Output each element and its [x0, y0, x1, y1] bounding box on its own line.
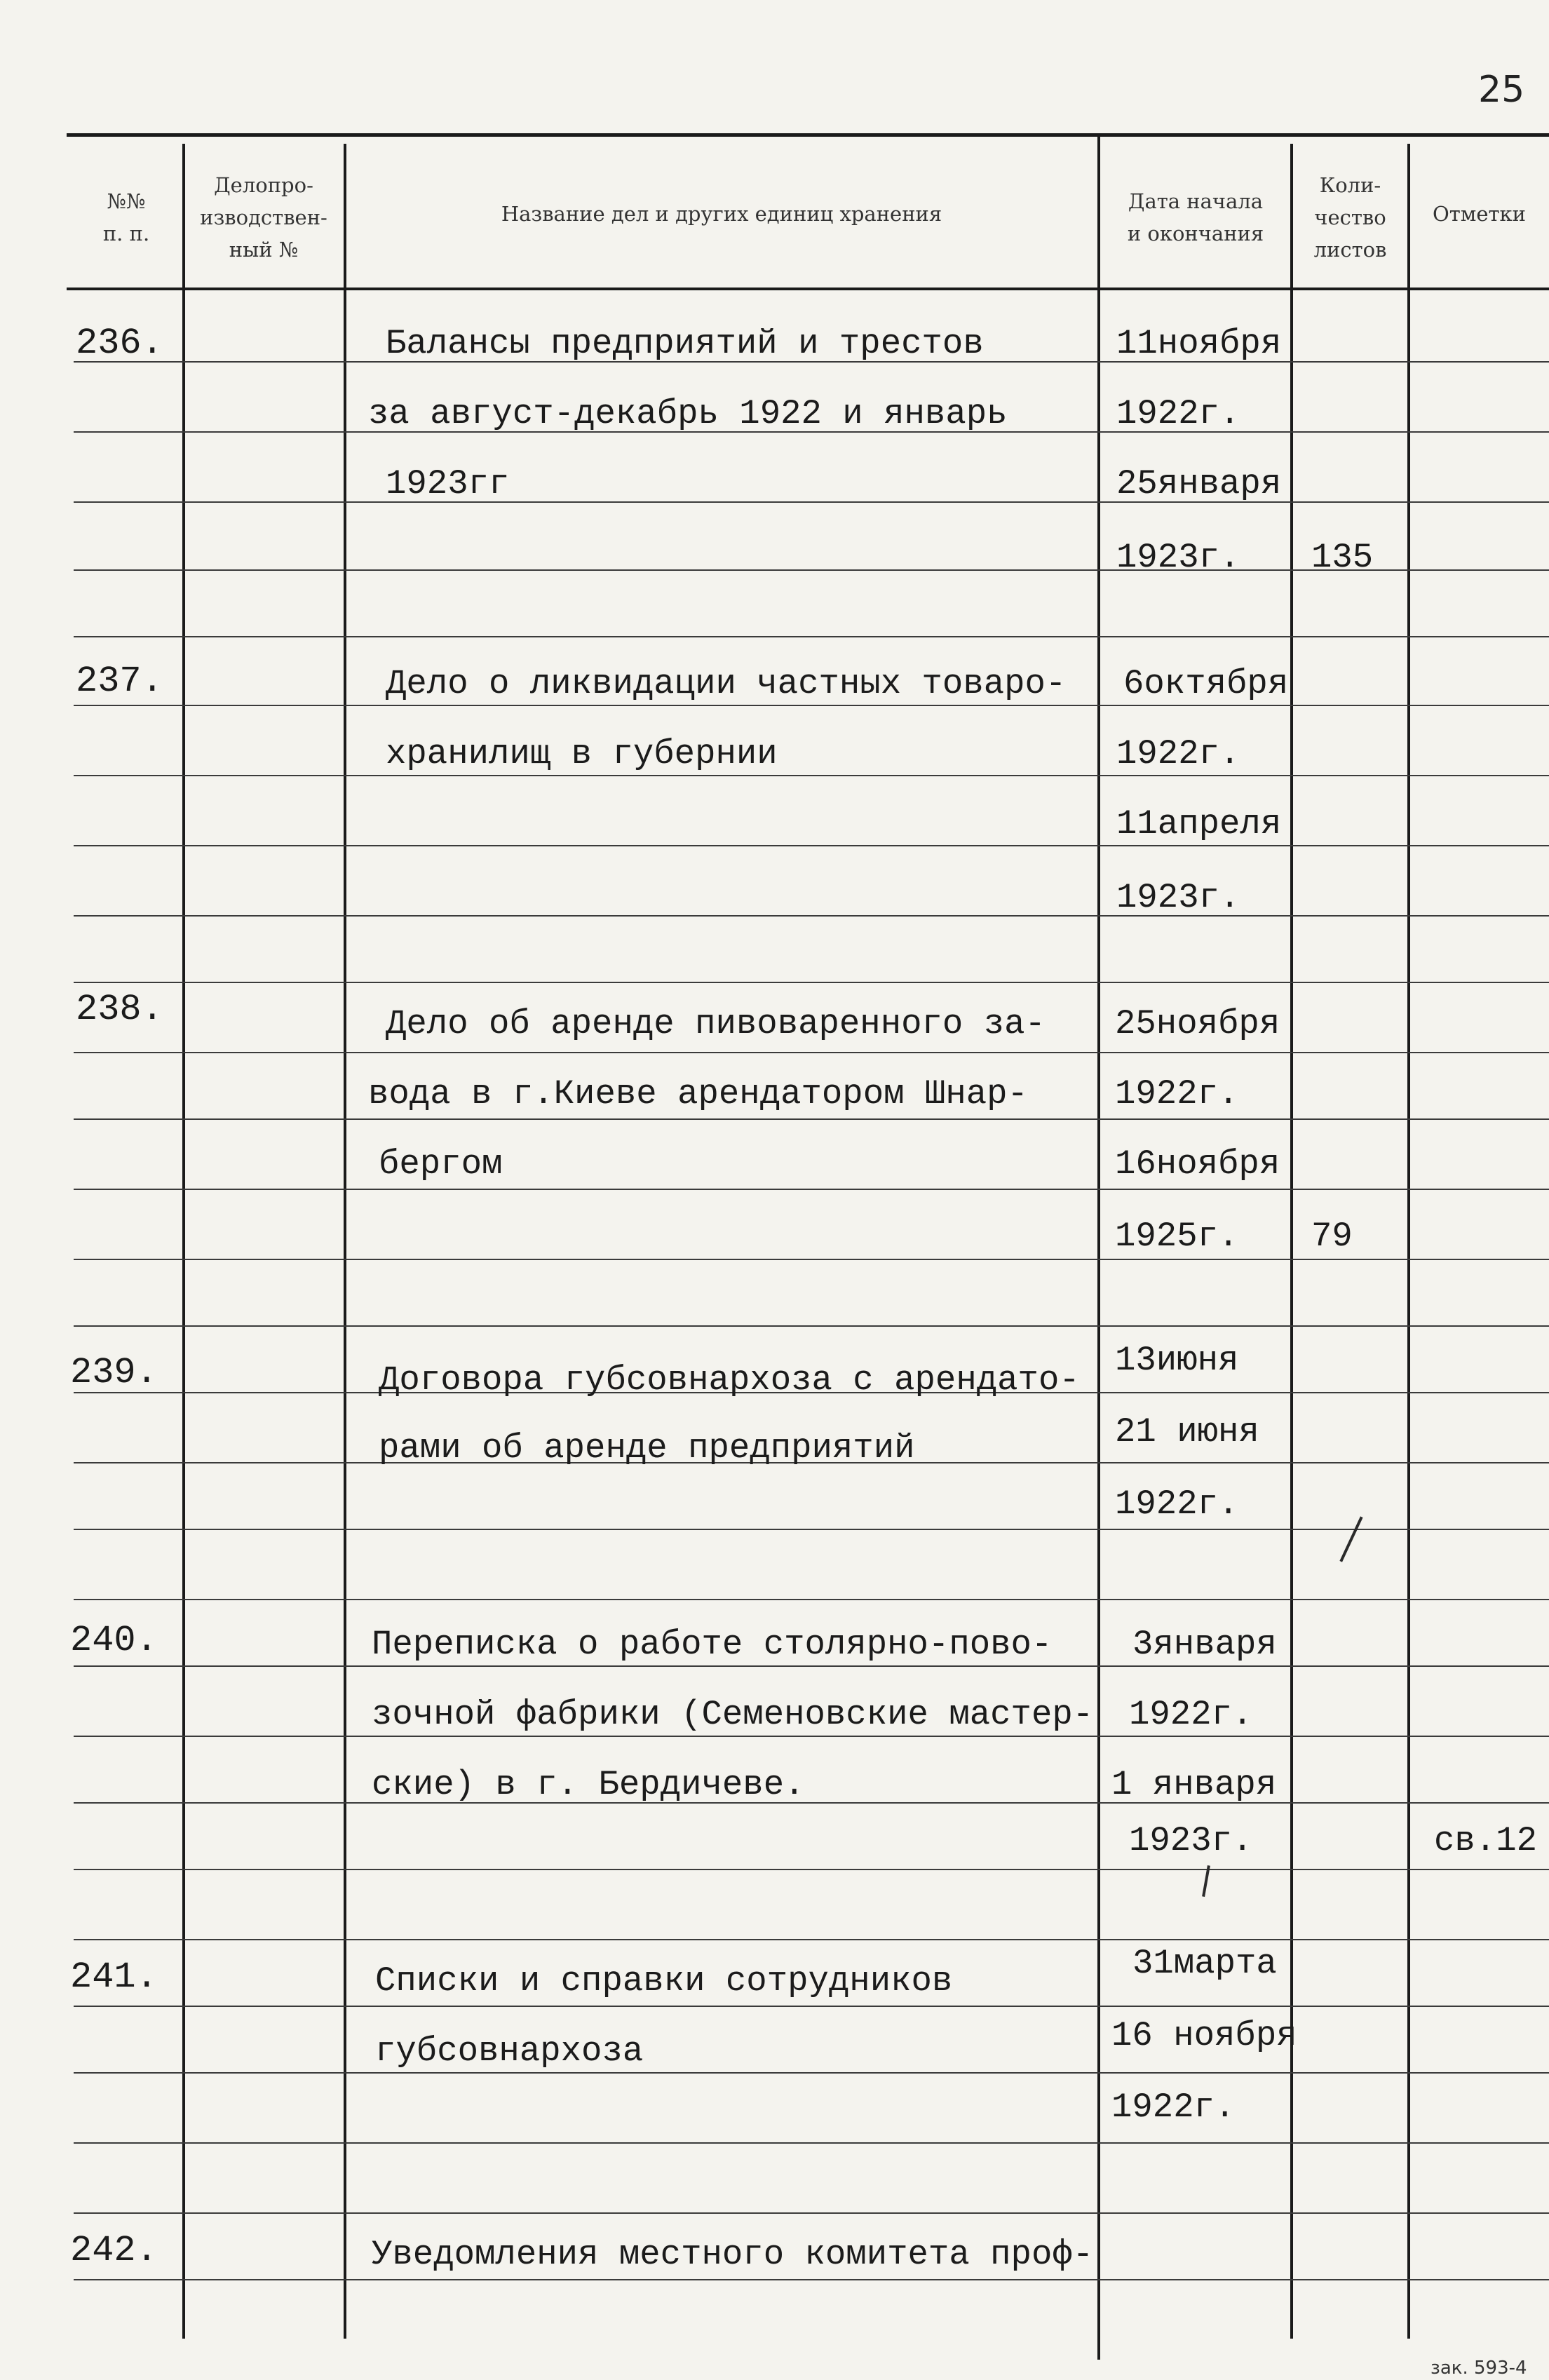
row-rule [74, 1665, 1549, 1667]
record-number: 239. [70, 1352, 158, 1393]
print-order-mark: зак. 593-4 [1430, 2358, 1527, 2379]
header-col-number: №№ п. п. [102, 189, 150, 245]
record-title-line: ские) в г. Бердичеве. [372, 1765, 805, 1804]
record-date-line: 16ноября [1115, 1144, 1280, 1184]
page-number: 25 [1478, 69, 1525, 111]
record-date-line: 11апреля [1116, 804, 1282, 844]
header-col-sheets: Коли- чество листов [1313, 173, 1387, 262]
record-sheet-count: 79 [1311, 1217, 1353, 1256]
record-date-line: 3января [1132, 1625, 1277, 1664]
record-title-line: Дело об аренде пивоваренного за- [386, 1004, 1046, 1043]
column-divider [344, 144, 346, 2339]
record-title-line: Уведомления местного комитета проф- [372, 2235, 1094, 2274]
row-rule [74, 982, 1549, 983]
row-rule [74, 1736, 1549, 1737]
record-title-line: губсовнархоза [375, 2031, 644, 2071]
row-rule [74, 636, 1549, 637]
record-date-line: 1922г. [1111, 2088, 1236, 2127]
record-date-line: 1923г. [1116, 538, 1240, 577]
header-col-title: Название дел и других единиц хранения [501, 202, 942, 226]
row-rule [74, 775, 1549, 776]
row-rule [74, 1599, 1549, 1600]
record-title-line: бергом [379, 1144, 503, 1184]
record-title-line: 1923гг [386, 464, 510, 503]
row-rule [74, 1052, 1549, 1053]
record-title-line: Балансы предприятий и трестов [386, 324, 984, 363]
row-rule [74, 1259, 1549, 1260]
row-rule [74, 845, 1549, 846]
record-notes: св.12 [1434, 1821, 1538, 1860]
record-number: 238. [76, 989, 163, 1030]
record-title-line: вода в г.Киеве арендатором Шнар- [368, 1074, 1028, 1114]
header-col-dates: Дата начала и окончания [1127, 189, 1264, 245]
row-rule [74, 1869, 1549, 1870]
record-date-line: 31марта [1132, 1944, 1277, 1983]
row-rule [74, 1325, 1549, 1327]
row-rule [74, 2212, 1549, 2214]
row-rule [74, 2006, 1549, 2007]
record-date-line: 13июня [1115, 1341, 1239, 1380]
record-date-line: 1923г. [1129, 1821, 1253, 1860]
record-date-line: 21 июня [1115, 1412, 1259, 1452]
record-number: 242. [70, 2230, 158, 2271]
header-rule [67, 288, 1549, 290]
row-rule [74, 705, 1549, 706]
column-divider [182, 144, 185, 2339]
record-date-line: 16 ноября [1111, 2016, 1297, 2055]
record-date-line: 1922г. [1116, 734, 1240, 773]
record-date-line: 1 января [1111, 1765, 1277, 1804]
record-date-line: 25ноября [1115, 1004, 1280, 1043]
record-date-line: 1923г. [1116, 878, 1240, 917]
row-rule [74, 2279, 1549, 2280]
record-date-line: 25января [1116, 464, 1282, 503]
record-title-line: рами об аренде предприятий [379, 1428, 915, 1468]
record-title-line: Договора губсовнархоза с арендато- [379, 1360, 1080, 1400]
record-title-line: Дело о ликвидации частных товаро- [386, 664, 1067, 703]
pencil-check-mark [1339, 1516, 1362, 1562]
record-number: 236. [76, 323, 163, 364]
record-date-line: 1925г. [1115, 1217, 1239, 1256]
header-col-office-number: Делопро- изводствен- ный № [200, 173, 327, 262]
column-divider [1290, 144, 1293, 2339]
row-rule [74, 1939, 1549, 1940]
record-date-line: 1922г. [1115, 1074, 1239, 1114]
header-col-notes: Отметки [1432, 202, 1527, 226]
record-number: 240. [70, 1620, 158, 1661]
top-rule [67, 133, 1549, 137]
record-date-line: 1922г. [1115, 1485, 1239, 1524]
record-date-line: 1922г. [1129, 1695, 1253, 1734]
column-divider [1097, 137, 1100, 2360]
record-title-line: зочной фабрики (Семеновские мастер- [372, 1695, 1094, 1734]
record-sheet-count: 135 [1311, 538, 1374, 577]
record-date-line: 11ноября [1116, 324, 1282, 363]
record-title-line: хранилищ в губернии [386, 734, 778, 773]
record-title-line: Переписка о работе столярно-пово- [372, 1625, 1053, 1664]
row-rule [74, 1529, 1549, 1530]
record-number: 241. [70, 1956, 158, 1998]
record-title-line: Списки и справки сотрудников [375, 1961, 953, 2001]
row-rule [74, 1118, 1549, 1120]
row-rule [74, 501, 1549, 503]
row-rule [74, 915, 1549, 917]
column-divider [1407, 144, 1410, 2339]
row-rule [74, 2072, 1549, 2074]
record-title-line: за август-декабрь 1922 и январь [368, 394, 1008, 433]
record-date-line: 6октября [1123, 664, 1289, 703]
row-rule [74, 1802, 1549, 1804]
record-number: 237. [76, 661, 163, 702]
row-rule [74, 2142, 1549, 2144]
row-rule [74, 1189, 1549, 1190]
record-date-line: 1922г. [1116, 394, 1240, 433]
